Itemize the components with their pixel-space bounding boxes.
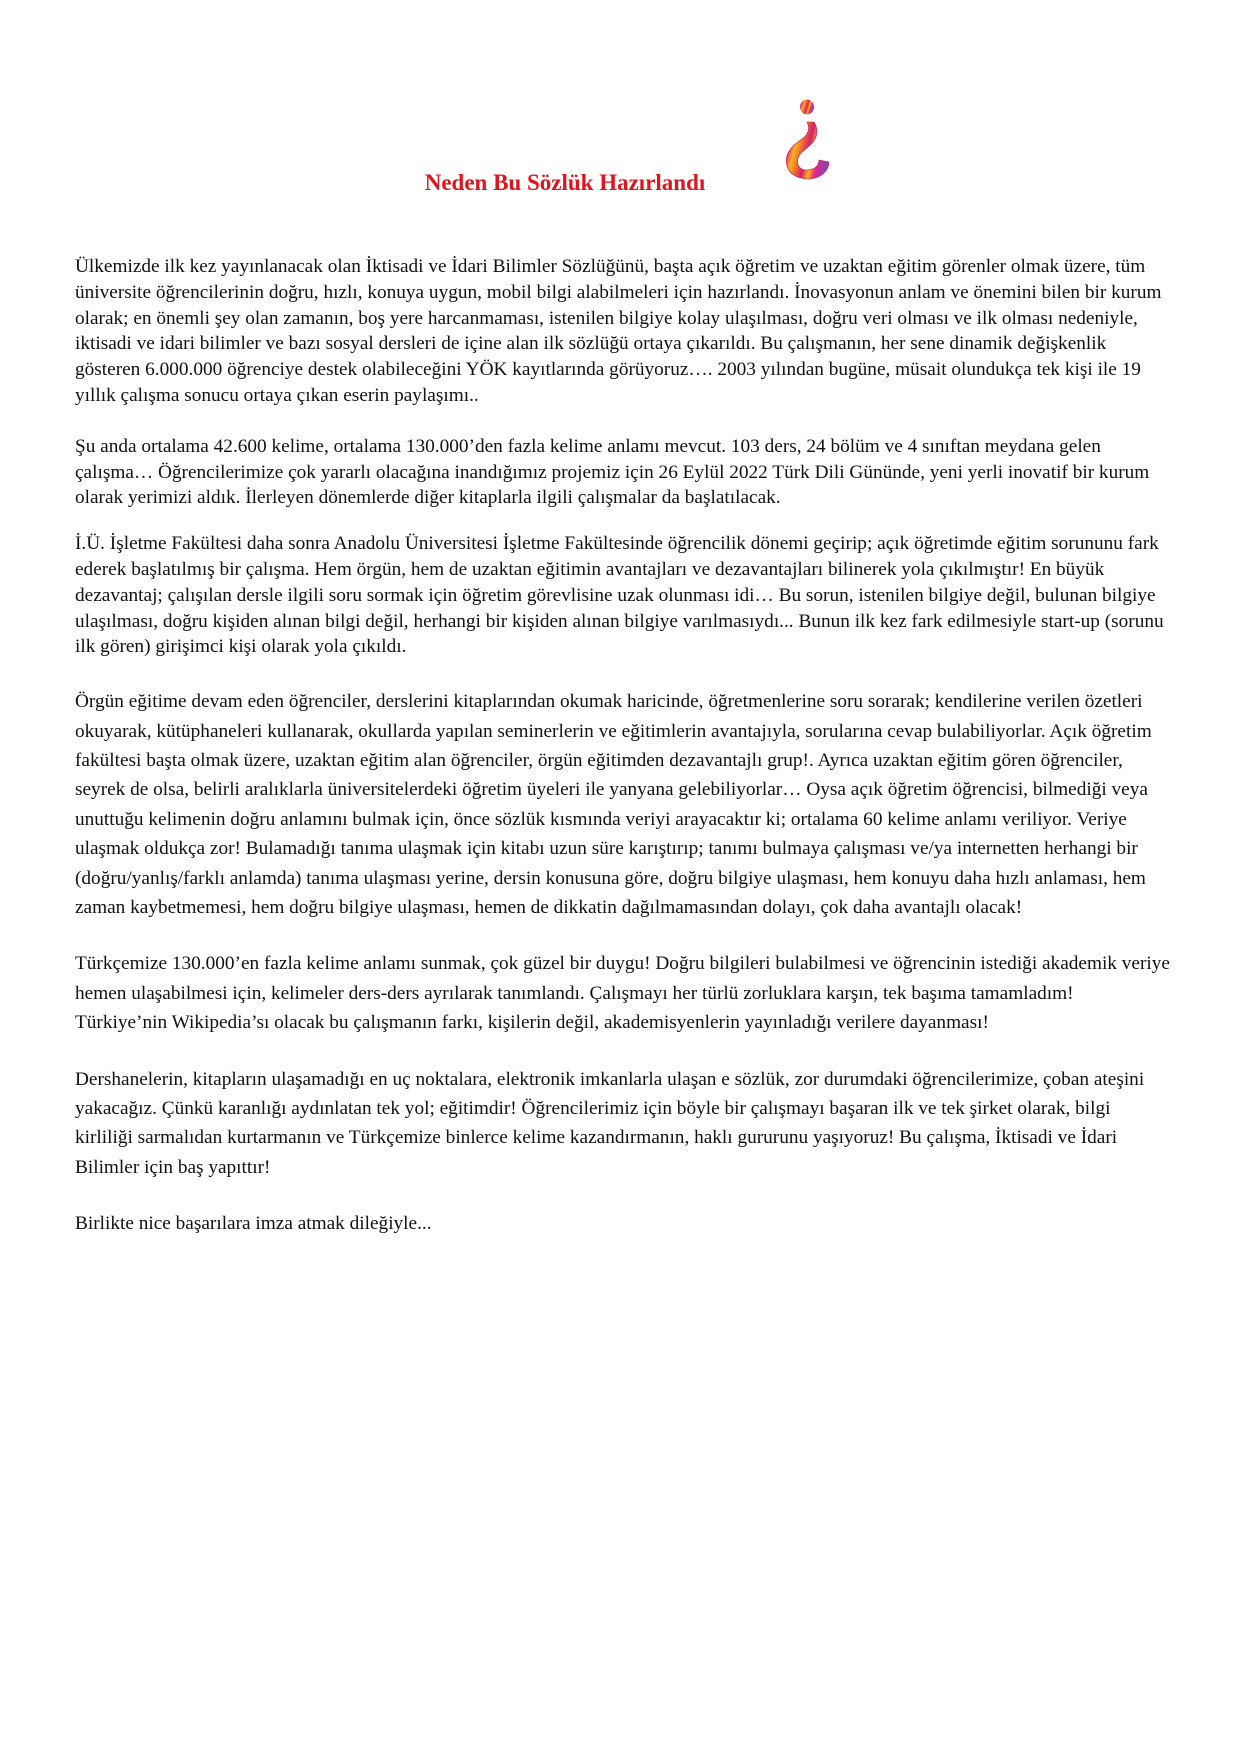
paragraph: Dershanelerin, kitapların ulaşamadığı en uç noktalara, elektronik imkanlarla ulaşan e sözlük, zor durumdaki öğrencilerimize, çoban ateşini yakacağız. Çünkü karanlığı aydınlatan tek yol; eğitimdir! Öğrencilerimiz için böyle bir çalışmayı başaran ilk ve tek şirket olarak, bilgi kirliliği sarmalıdan kurtarmanın ve Türkçemize binlerce kelime kazandırmanın, haklı gururunu yaşıyoruz! Bu çalışma, İktisadi ve İdari Bilimler için baş yapıttır! [75,1068,1145,1178]
document-body [75,254,1170,1239]
paragraph: Şu anda ortalama 42.600 kelime, ortalama 130.000’den fazla kelime anlamı mevcut. 103 ders, 24 bölüm ve 4 sınıftan meydana gelen çalışma… Öğrencilerimize çok yararlı olacağına inandığımız projemiz için 26 Eylül 2022 Türk Dili Gününde, yeni yerli inovatif bir kurum olarak yerimizi aldık. İlerleyen dönemlerde diğer kitaplarla ilgili çalışmalar da başlatılacak. [75,435,1150,509]
paragraph: Örgün eğitime devam eden öğrenciler, derslerini kitaplarından okumak haricinde, öğretmenlerine soru sorarak; kendilerine verilen özetleri okuyarak, kütüphaneleri kullanarak, okullarda yapılan seminerlerin ve eğitimlerin avantajıyla, sorularına cevap bulabiliyorlar. Açık öğretim fakültesi başta olmak üzere, uzaktan eğitim alan öğrenciler, örgün eğitimden dezavantajlı grup!. Ayrıca uzaktan eğitim gören öğrenciler, seyrek de olsa, belirli aralıklarla üniversitelerdeki öğretim üyeleri ile yanyana gelebiliyorlar… Oysa açık öğretim öğrencisi, bilmediği veya unuttuğu kelimenin doğru anlamını bulmak için, önce sözlük kısmında veriyi arayacaktır ki; ortalama 60 kelime anlamı veriliyor. Veriye ulaşmak oldukça zor! Bulamadığı tanıma ulaşmak için kitabı uzun süre karıştırıp; tanımı bulmaya çalışması ve/ya internetten herhangi bir (doğru/yanlış/farklı anlamda) tanıma ulaşması yerine, dersin konusuna göre, doğru bilgiye ulaşması, hem konuyu daha hızlı anlaması, hem zaman kaybetmemesi, hem doğru bilgiye ulaşması, hemen de dikkatin dağılmamasından dolayı, çok daha avantajlı olacak! [75,691,1152,918]
paragraph: Türkçemize 130.000’en fazla kelime anlamı sunmak, çok güzel bir duygu! Doğru bilgileri bulabilmesi ve öğrencinin istediği akademik veriye hemen ulaşabilmesi için, kelimeler ders-ders ayrılarak tanımlandı. Çalışmayı her türlü zorluklara karşın, tek başıma tamamladım! Türkiye’nin Wikipedia’sı olacak bu çalışmanın farkı, kişilerin değil, akademisyenlerin yayınladığı verilere dayanması! [75,953,1170,1034]
paragraph: İ.Ü. İşletme Fakültesi daha sonra Anadolu Üniversitesi İşletme Fakültesinde öğrencilik dönemi geçirip; açık öğretimde eğitim sorununu fark ederek başlatılmış bir çalışma. Hem örgün, hem de uzaktan eğitimin avantajları ve dezavantajları bilinerek yola çıkılmıştır! En büyük dezavantaj; çalışılan dersle ilgili soru sormak için öğretim görevlisine uzak olunması idi… Bu sorun, istenilen bilgiye değil, bulunan bilgiye ulaşılması, doğru kişiden alınan bilgi değil, herhangi bir kişiden alınan bilgiye varılmasıydı... Bunun ilk kez fark edilmesiyle start-up (sorunu ilk gören) girişimci kişi olarak yola çıkıldı. [75,533,1164,658]
closing-line: Birlikte nice başarılara imza atmak dileğiyle... [75,1213,432,1235]
page-title: Neden Bu Sözlük Hazırlandı [424,170,706,195]
paragraph: Ülkemizde ilk kez yayınlanacak olan İktisadi ve İdari Bilimler Sözlüğünü, başta açık öğretim ve uzaktan eğitim görenler olmak üzere, tüm üniversite öğrencilerinin doğru, hızlı, konuya uygun, mobil bilgi alabilmeleri için hazırlandı. İnovasyonun anlam ve önemini bilen bir kurum olarak; en önemli şey olan zamanın, boş yere harcanmaması, istenilen bilgiye kolay ulaşılması, doğru veri olması ve ilk olması nedeniyle, iktisadi ve idari bilimler ve bazı sosyal dersleri de içine alan ilk sözlüğü ortaya çıkarıldı. Bu çalışmanın, her sene dinamik değişkenlik gösteren 6.000.000 öğrenciye destek olabileceğini YÖK kayıtlarında görüyoruz…. 2003 yılından bugüne, müsait olundukça tek kişi ile 19 yıllık çalışma sonucu ortaya çıkan eserin paylaşımı.. [75,256,1162,406]
